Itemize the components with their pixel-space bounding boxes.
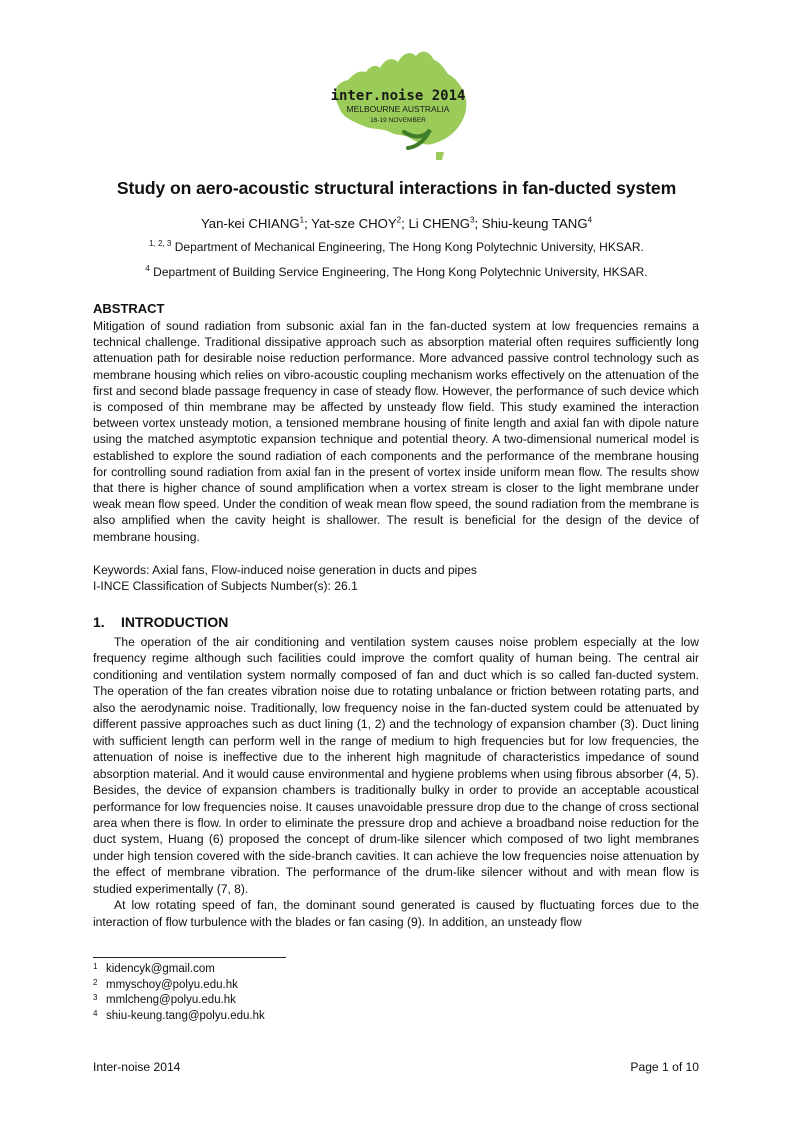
section-heading xyxy=(93,614,228,630)
section-body xyxy=(93,634,699,930)
author-list xyxy=(0,216,793,231)
footnote-divider xyxy=(93,957,286,958)
abstract-text: Mitigation of sound radiation from subsonic axial fan in the fan-ducted system at low frequencies remains a technical challenge. Traditional dissipative approach such as absorption material often requires sufficiently long attenuation path for desirable noise reduction performance. More advanced passive control technology such as membrane housing which relies on vibro-acoustic coupling mechanism works effectively on the attenuation of the first and second blade passage frequency in case of steady flow. However, the performance of such device which is composed of thin membrane may be affected by unsteady flow field. This study examined the interaction between vortex unsteady motion, a tensioned membrane housing of finite length and axial fan with dipole nature using the matched asymptotic expansion technique and potential theory. A two-dimensional numerical model is established to explore the sound radiation of each components and the performance of the membrane housing for controlling sound radiation from axial fan in the present of vortex inside uniform mean flow. The results show that there is higher chance of sound amplification when a vortex stream is closer to the light membrane under weak mean flow speed. Under the condition of weak mean flow speed, the sound radiation from the membrane is also amplified when the cavity height is shallower. The result is beneficial for the design of the device of membrane housing. xyxy=(93,319,699,544)
footnote: 3 mmlcheng@polyu.edu.hk xyxy=(93,993,236,1006)
footnotes xyxy=(93,962,265,1024)
logo-dates: 16-19 NOVEMBER xyxy=(370,117,426,124)
email-link[interactable]: kidencyk@gmail.com xyxy=(106,963,215,975)
body-paragraph: The operation of the air conditioning and ventilation system causes noise problem especially at the low frequency regime although such facilities could improve the comfort quality of human being. The central air conditioning and ventilation system normally composed of fan and duct which is so called fan-ducted system. The operation of the fan creates vibration noise due to rotating unbalance or friction between rotating parts, and also the aerodynamic noise. Traditionally, low frequency noise in the fan-ducted system could be attenuated by different passive approaches such as duct lining (1, 2) and the technology of expansion chamber (3). Duct lining with sufficient length can perform well in the range of medium to high frequencies but for low frequencies, the attenuation of noise is ineffective due to the inherent high magnitude of characteristics impedance of sound absorption material. And it would cause environmental and hygiene problems when using fibrous absorber (4, 5). Besides, the device of expansion chambers is traditionally bulky in order to provide an acceptable acoustical performance for low frequencies noise. It causes unavoidable pressure drop due to the change of cross sectional area when there is flow. In order to eliminate the pressure drop and achieve a broadband noise reduction for the duct system, Huang (6) proposed the concept of drum-like silencer which composed of two light membranes under high tension covered with the side-branch cavities. It can achieve the low frequencies noise attenuation by the effect of membrane vibration. The performance of the drum-like silencer without and with mean flow is studied experimentally (7, 8). xyxy=(93,635,699,896)
footer-conference: Inter-noise 2014 xyxy=(93,1060,181,1074)
email-link[interactable]: mmyschoy@polyu.edu.hk xyxy=(106,978,238,991)
footnote: 4 shiu-keung.tang@polyu.edu.hk xyxy=(93,1008,265,1022)
email-link[interactable]: mmlcheng@polyu.edu.hk xyxy=(106,994,236,1006)
footnote: 1 kidencyk@gmail.com xyxy=(93,962,215,975)
conference-logo xyxy=(318,38,478,166)
paper-title: Study on aero-acoustic structural interactions in fan-ducted system xyxy=(116,178,677,198)
affiliation: $^4$ Department of Building Service Engineering, The Hong Kong Polytechnic University, HKSAR. xyxy=(145,264,648,279)
author: Shiu-keung TANG$^4$ xyxy=(481,215,593,231)
email-link[interactable]: shiu-keung.tang@polyu.edu.hk xyxy=(106,1009,265,1022)
australia-map-logo xyxy=(318,38,478,166)
abstract-heading: ABSTRACT xyxy=(93,301,165,316)
section-number: 1. xyxy=(93,614,105,630)
classification: I-INCE Classification of Subjects Number(s): 26.1 xyxy=(93,579,358,593)
affiliation: $^{1, 2, 3}$ Department of Mechanical Engineering, The Hong Kong Polytechnic University, HKSAR. xyxy=(149,239,644,254)
body-paragraph: At low rotating speed of fan, the dominant sound generated is caused by fluctuating forces due to the interaction of flow turbulence with the blades or fan casing (9). In addition, an unsteady flow xyxy=(93,898,699,929)
page-number: Page 1 of 10 xyxy=(630,1060,699,1074)
section-title: INTRODUCTION xyxy=(121,614,229,630)
author: Li CHENG$^3$; xyxy=(408,215,482,231)
tasmania-shape xyxy=(436,152,444,160)
logo-name: inter.noise 2014 xyxy=(330,88,466,104)
keywords: Keywords: Axial fans, Flow-induced noise generation in ducts and pipes xyxy=(93,563,477,577)
author: Yat-sze CHOY$^2$; xyxy=(311,215,409,231)
author: Yan-kei CHIANG$^1$; xyxy=(200,215,312,231)
keywords-block xyxy=(93,562,477,594)
footnote: 2 mmyschoy@polyu.edu.hk xyxy=(93,977,238,991)
logo-location: MELBOURNE AUSTRALIA xyxy=(346,104,450,114)
